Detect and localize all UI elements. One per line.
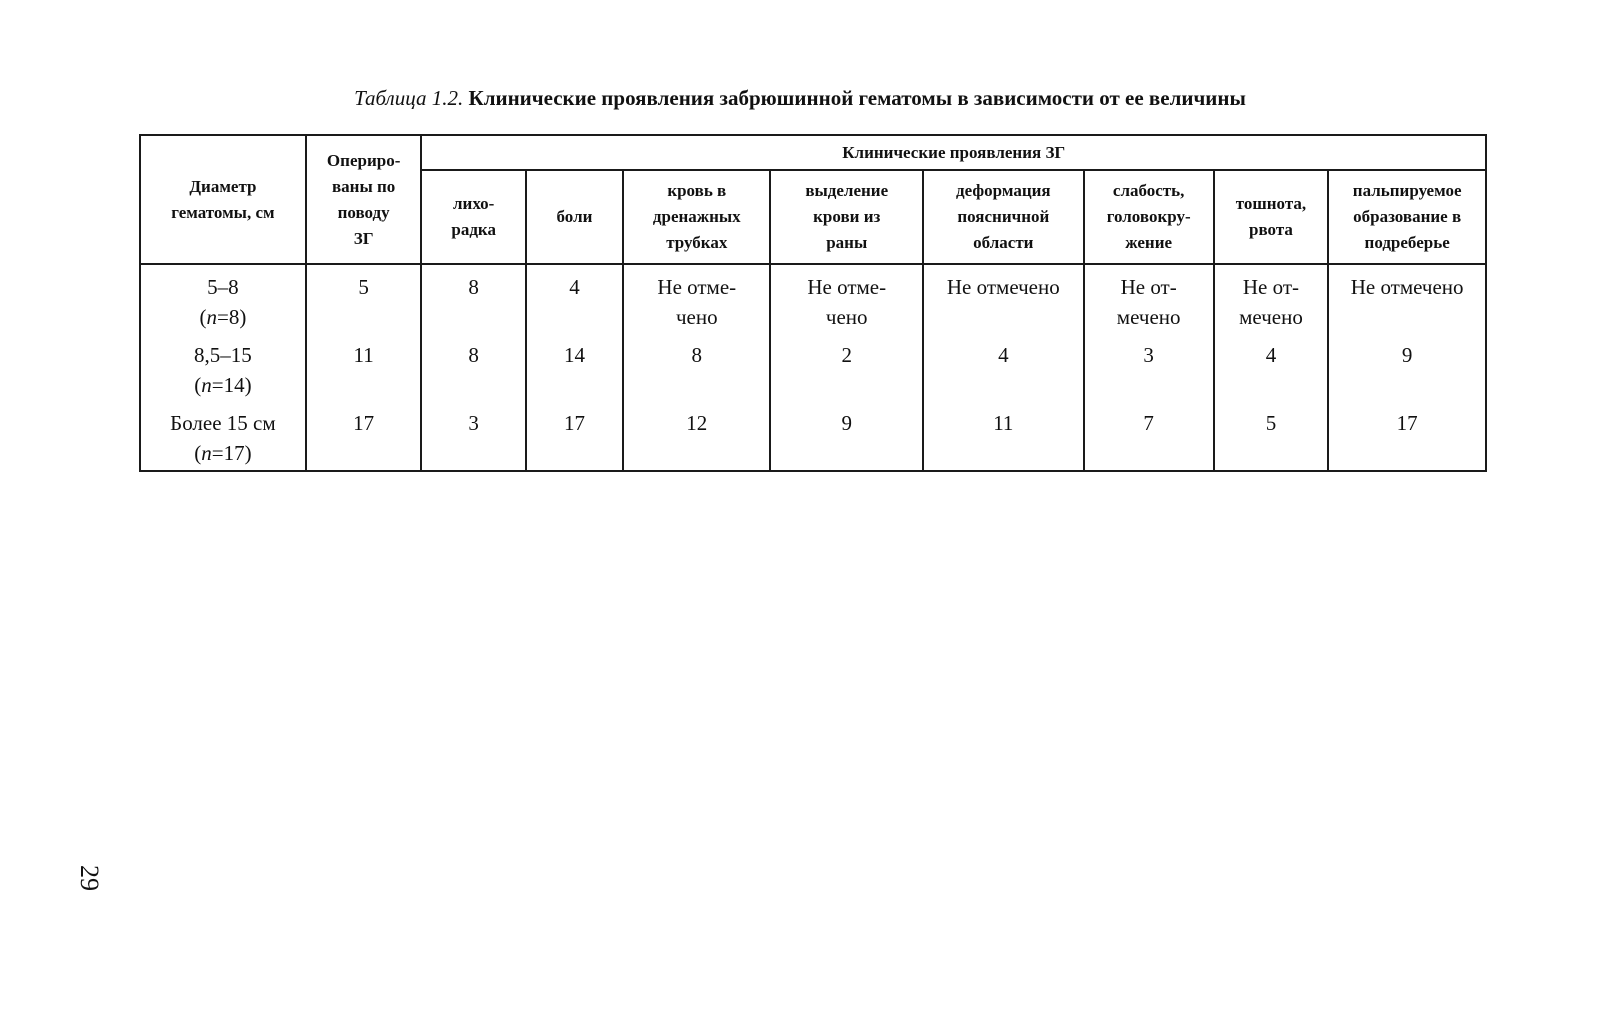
header-manifestation-line: рвота bbox=[1249, 220, 1293, 239]
header-manifestation bbox=[623, 170, 770, 264]
table-row bbox=[140, 336, 1486, 404]
cell-value-line: Не отме- bbox=[657, 275, 737, 299]
cell-value bbox=[1084, 336, 1214, 404]
cell-diameter bbox=[140, 336, 306, 404]
header-manifestation-line: образование в bbox=[1353, 207, 1462, 226]
header-operated-line: поводу bbox=[337, 202, 390, 222]
cell-value bbox=[1214, 336, 1329, 404]
cell-value-line: 9 bbox=[1401, 343, 1413, 367]
cell-value bbox=[770, 336, 923, 404]
header-operated bbox=[306, 135, 422, 264]
cell-value-line: Не отмечено bbox=[1350, 275, 1464, 299]
cell-value-line: 8 bbox=[691, 343, 703, 367]
cell-value-line: Не отмечено bbox=[946, 275, 1060, 299]
header-manifestation bbox=[526, 170, 623, 264]
header-manifestation bbox=[1084, 170, 1214, 264]
header-operated-line: ваны по bbox=[331, 176, 396, 196]
cell-value bbox=[770, 404, 923, 471]
cell-value-line: 7 bbox=[1143, 411, 1154, 435]
cell-value-line: 8 bbox=[468, 275, 479, 299]
cell-value bbox=[1084, 404, 1214, 471]
header-manifestation-line: пальпируемое bbox=[1352, 181, 1462, 200]
cell-value-line: 17 bbox=[563, 411, 585, 435]
cell-value-line: 12 bbox=[686, 411, 708, 435]
cell-value-line: 17 bbox=[1396, 411, 1418, 435]
header-manifestation-line: радка bbox=[451, 220, 496, 239]
header-manifestation-line: кровь в bbox=[667, 181, 727, 200]
cell-value-line: Не от- bbox=[1120, 275, 1177, 299]
cell-value bbox=[623, 336, 770, 404]
header-manifestation-line: трубках bbox=[666, 233, 728, 252]
cell-diameter-line: 8,5–15 bbox=[194, 343, 252, 367]
header-diameter-line: гематомы, см bbox=[171, 202, 275, 222]
cell-value bbox=[1328, 336, 1486, 404]
header-manifestation-line: крови из bbox=[813, 207, 881, 226]
header-manifestation-line: дренажных bbox=[652, 207, 741, 226]
cell-operated: 5 bbox=[306, 264, 422, 336]
header-operated-line: ЗГ bbox=[353, 228, 374, 248]
table-row bbox=[140, 264, 1486, 336]
cell-value-line: чено bbox=[825, 305, 868, 329]
cell-value bbox=[421, 264, 525, 336]
header-manifestation-line: подреберье bbox=[1364, 233, 1450, 252]
cell-value-line: 11 bbox=[993, 411, 1014, 435]
cell-value-line: 4 bbox=[998, 343, 1009, 367]
header-group-title: Клинические проявления ЗГ bbox=[421, 135, 1486, 170]
cell-value bbox=[923, 404, 1084, 471]
cell-value bbox=[1328, 404, 1486, 471]
cell-value-line: чено bbox=[675, 305, 718, 329]
header-manifestation-line: поясничной bbox=[957, 207, 1050, 226]
cell-value bbox=[770, 264, 923, 336]
cell-value-line: 5 bbox=[1265, 411, 1277, 435]
table-caption-label: Таблица 1.2. bbox=[354, 86, 464, 110]
header-manifestation bbox=[421, 170, 525, 264]
cell-value-line: Не от- bbox=[1242, 275, 1300, 299]
header-manifestation-line: раны bbox=[826, 233, 868, 252]
cell-value bbox=[1214, 264, 1329, 336]
cell-operated: 11 bbox=[306, 336, 422, 404]
header-manifestation-line: тошнота, bbox=[1235, 194, 1307, 213]
cell-value bbox=[526, 336, 623, 404]
cell-diameter-line: (n=17) bbox=[194, 441, 252, 465]
header-manifestation bbox=[1328, 170, 1486, 264]
cell-value-line: 2 bbox=[841, 343, 852, 367]
header-manifestation-line: слабость, bbox=[1112, 181, 1185, 200]
cell-diameter bbox=[140, 264, 306, 336]
cell-value bbox=[1328, 264, 1486, 336]
cell-value bbox=[923, 336, 1084, 404]
table-body bbox=[140, 264, 1486, 471]
cell-operated: 17 bbox=[306, 404, 422, 471]
header-manifestation-line: головокру- bbox=[1106, 207, 1191, 226]
cell-value bbox=[1084, 264, 1214, 336]
header-manifestation-line: жение bbox=[1125, 233, 1173, 252]
cell-value bbox=[421, 336, 525, 404]
cell-value bbox=[1214, 404, 1329, 471]
cell-value bbox=[526, 264, 623, 336]
cell-value-line: 3 bbox=[1143, 343, 1154, 367]
cell-value-line: мечено bbox=[1239, 305, 1303, 329]
cell-value-line: 9 bbox=[841, 411, 852, 435]
cell-value-line: 14 bbox=[563, 343, 585, 367]
page-number: 29 bbox=[75, 865, 104, 891]
cell-diameter bbox=[140, 404, 306, 471]
header-manifestation-line: деформация bbox=[956, 181, 1051, 200]
table-caption bbox=[0, 86, 1600, 111]
table-caption-title: Клинические проявления забрюшинной гематомы в зависимости от ее величины bbox=[468, 86, 1246, 110]
cell-diameter-line: (n=8) bbox=[199, 305, 247, 329]
header-manifestation-line: лихо- bbox=[452, 194, 495, 213]
cell-diameter-line: Более 15 см bbox=[170, 411, 276, 435]
header-manifestation bbox=[770, 170, 923, 264]
header-diameter-line: Диаметр bbox=[189, 176, 257, 196]
header-diameter bbox=[140, 135, 306, 264]
header-row-group bbox=[140, 135, 1486, 170]
header-manifestation-line: области bbox=[973, 233, 1034, 252]
cell-diameter-line: (n=14) bbox=[194, 373, 252, 397]
cell-value-line: 8 bbox=[468, 343, 479, 367]
cell-value bbox=[923, 264, 1084, 336]
cell-value-line: мечено bbox=[1116, 305, 1181, 329]
hematoma-table bbox=[139, 134, 1487, 472]
cell-value bbox=[421, 404, 525, 471]
header-manifestation bbox=[1214, 170, 1329, 264]
header-operated-line: Опериро- bbox=[326, 150, 401, 170]
header-manifestation bbox=[923, 170, 1084, 264]
cell-value-line: 4 bbox=[569, 275, 580, 299]
cell-value bbox=[623, 404, 770, 471]
cell-value bbox=[623, 264, 770, 336]
cell-value-line: 4 bbox=[1265, 343, 1277, 367]
header-manifestation-line: выделение bbox=[805, 181, 889, 200]
cell-value-line: Не отме- bbox=[807, 275, 887, 299]
table-row bbox=[140, 404, 1486, 471]
cell-value-line: 3 bbox=[468, 411, 479, 435]
cell-value bbox=[526, 404, 623, 471]
cell-diameter-line: 5–8 bbox=[207, 275, 239, 299]
header-manifestation-line: боли bbox=[556, 207, 593, 226]
